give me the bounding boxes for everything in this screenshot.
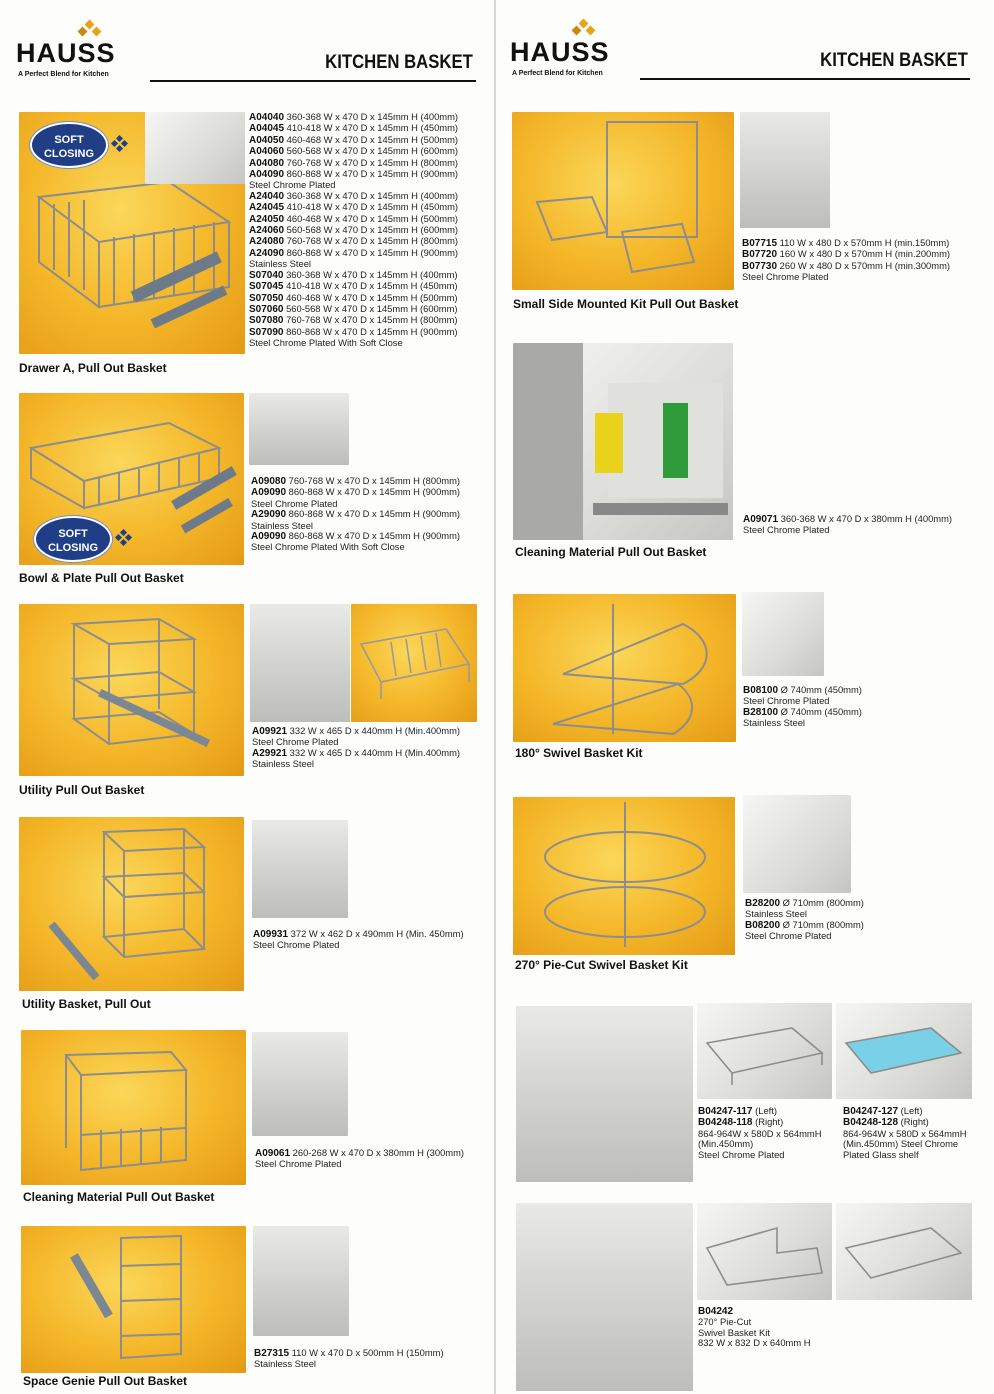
- spec-text: Stainless Steel: [745, 908, 808, 920]
- spec-line: [253, 940, 464, 950]
- spec-text: Stainless Steel: [252, 758, 315, 770]
- spec-line: [251, 542, 460, 552]
- product-code: A24045: [249, 202, 285, 214]
- product-photo-corner-unit: [516, 1006, 693, 1182]
- product-photo-pie-cut-basket-alt: [836, 1203, 972, 1300]
- product-code: B04248-118: [698, 1117, 753, 1129]
- spec-text: 360-368 W x 470 D x 145mm H (400mm): [284, 111, 459, 122]
- spec-line: [843, 1150, 967, 1160]
- product-code: A09921: [252, 726, 288, 737]
- spec-text: Steel Chrome Plated: [255, 1158, 342, 1170]
- product-code: B04247-127: [843, 1106, 899, 1117]
- spec-text: Steel Chrome Plated: [743, 695, 830, 707]
- product-photo-cleaning-installed: [252, 1032, 348, 1136]
- product-code: S07090: [249, 326, 284, 338]
- spec-text: Steel Chrome Plated With Soft Close: [249, 337, 403, 349]
- soft-closing-badge: SOFT CLOSING: [30, 122, 108, 168]
- spec-line: [698, 1150, 822, 1160]
- product-code: A04050: [249, 134, 285, 146]
- product-photo-utility-installed: [250, 604, 350, 722]
- product-photo-glass-shelf: [836, 1003, 972, 1099]
- product-code: A24090: [249, 247, 285, 259]
- product-photo-small-side-mounted: [512, 112, 734, 290]
- product-photo-cleaning-material-right: [513, 343, 733, 540]
- spec-list-270-pie-cut: [745, 898, 864, 942]
- product-code: B07715: [742, 238, 778, 249]
- product-code: A24050: [249, 213, 285, 225]
- product-code: B28100: [743, 706, 779, 718]
- spec-text: 460-468 W x 470 D x 145mm H (500mm): [283, 291, 458, 303]
- spec-text: Plated Glass shelf: [843, 1148, 919, 1160]
- spec-line: [742, 272, 950, 282]
- product-photo-180-swivel-installed: [742, 592, 824, 676]
- product-code: B04242: [698, 1306, 734, 1317]
- page-title-left: KITCHEN BASKET: [325, 52, 473, 73]
- spec-text: 260 W x 480 D x 570mm H (min.300mm): [777, 259, 950, 271]
- spec-list-cleaning-material: [255, 1148, 464, 1170]
- product-code: A04040: [249, 112, 285, 123]
- product-code: A09080: [251, 476, 287, 487]
- spec-text: Stainless Steel: [249, 258, 312, 270]
- product-photo-drawer-a-installed: [145, 112, 245, 184]
- spec-text: Steel Chrome Plated: [745, 930, 832, 942]
- spec-line: [743, 718, 862, 728]
- product-photo-small-side-installed: [740, 112, 830, 228]
- product-code: B04248-128: [843, 1117, 899, 1129]
- spec-text: Swivel Basket Kit: [698, 1326, 770, 1338]
- badge-diamonds-icon: [112, 136, 128, 152]
- spec-text: (Left): [898, 1105, 923, 1116]
- product-code: A04045: [249, 123, 285, 135]
- spec-text: 860-868 W x 470 D x 145mm H (900mm): [286, 530, 461, 542]
- spec-text: Stainless Steel: [254, 1358, 317, 1370]
- spec-text: Steel Chrome Plated: [252, 736, 339, 748]
- product-photo-space-genie-installed: [253, 1226, 349, 1336]
- product-code: A24060: [249, 225, 285, 237]
- spec-text: Steel Chrome Plated With Soft Close: [251, 541, 405, 553]
- product-code: A04090: [249, 169, 285, 181]
- spec-text: 560-568 W x 470 D x 145mm H (600mm): [283, 302, 458, 314]
- product-photo-chrome-shelf: [697, 1003, 832, 1099]
- caption-space-genie: Space Genie Pull Out Basket: [23, 1374, 188, 1388]
- spec-text: 760-768 W x 470 D x 145mm H (800mm): [284, 156, 459, 168]
- product-photo-space-genie: [21, 1226, 246, 1373]
- caption-drawer-a: Drawer A, Pull Out Basket: [19, 361, 167, 375]
- spec-text: 760-768 W x 470 D x 145mm H (800mm): [283, 314, 458, 326]
- spec-text: 560-568 W x 470 D x 145mm H (600mm): [284, 224, 459, 236]
- caption-180-swivel: 180° Swivel Basket Kit: [515, 746, 643, 760]
- product-code: A09090: [251, 531, 287, 543]
- spec-line: [249, 338, 458, 348]
- spec-text: 860-868 W x 470 D x 145mm H (900mm): [283, 325, 458, 337]
- brand-tagline: A Perfect Blend for Kitchen: [18, 71, 109, 78]
- spec-text: Steel Chrome Plated: [742, 271, 829, 283]
- product-code: B08100: [743, 685, 779, 696]
- spec-text: 460-468 W x 470 D x 145mm H (500mm): [284, 212, 459, 224]
- spec-text: 332 W x 465 D x 440mm H (Min.400mm): [287, 725, 460, 736]
- spec-list-space-genie: [254, 1348, 444, 1370]
- product-code: B27315: [254, 1348, 290, 1359]
- product-code: A29921: [252, 747, 288, 759]
- product-photo-270-pie-cut: [513, 797, 735, 955]
- caption-small-side-mounted: Small Side Mounted Kit Pull Out Basket: [513, 297, 739, 311]
- product-code: A09090: [251, 487, 287, 499]
- spec-text: 160 W x 480 D x 570mm H (min.200mm): [777, 248, 950, 260]
- spec-text: 410-418 W x 470 D x 145mm H (450mm): [284, 201, 459, 213]
- spec-list-utility-pull-out: [252, 726, 460, 770]
- product-code: A04060: [249, 146, 285, 158]
- spec-list-pie-cut-kit: [698, 1306, 811, 1349]
- spec-text: 460-468 W x 470 D x 145mm H (500mm): [284, 133, 459, 145]
- spec-line: [745, 931, 864, 941]
- product-code: B07720: [742, 249, 778, 261]
- spec-text: 560-568 W x 470 D x 145mm H (600mm): [284, 145, 459, 157]
- spec-text: (Left): [752, 1105, 777, 1116]
- spec-text: 832 W x 832 D x 640mm H: [698, 1337, 811, 1349]
- product-code: A09931: [253, 929, 289, 940]
- page-title-right: KITCHEN BASKET: [820, 50, 968, 71]
- brand-tagline: A Perfect Blend for Kitchen: [512, 70, 603, 77]
- spec-text: (Right): [752, 1116, 784, 1128]
- spec-text: 864-964W x 580D x 564mmH: [698, 1127, 822, 1139]
- spec-text: 360-368 W x 470 D x 380mm H (400mm): [778, 513, 953, 524]
- product-code: A24040: [249, 190, 285, 202]
- spec-text: 110 W x 470 D x 500mm H (150mm): [289, 1347, 444, 1358]
- spec-list-corner-chrome: [698, 1106, 822, 1160]
- spec-text: 372 W x 462 D x 490mm H (Min. 450mm): [288, 928, 464, 939]
- caption-bowl-plate: Bowl & Plate Pull Out Basket: [19, 571, 184, 585]
- product-photo-pie-cut-basket: [697, 1203, 832, 1300]
- soft-closing-badge: SOFT CLOSING: [34, 516, 112, 562]
- spec-list-utility-basket: [253, 929, 464, 951]
- badge-diamonds-icon: [116, 530, 132, 546]
- product-code: B04247-117: [698, 1106, 753, 1117]
- product-code: B07730: [742, 260, 778, 272]
- product-code: S07045: [249, 281, 284, 293]
- spec-line: [255, 1159, 464, 1169]
- spec-text: Ø 710mm (800mm): [780, 918, 864, 930]
- spec-text: Steel Chrome Plated: [251, 497, 338, 509]
- spec-line: [698, 1338, 811, 1348]
- spec-line: [252, 759, 460, 769]
- spec-text: Steel Chrome Plated: [249, 179, 336, 191]
- spec-text: Steel Chrome Plated: [698, 1148, 785, 1160]
- product-code: S07060: [249, 303, 284, 315]
- spec-text: Ø 740mm (450mm): [778, 684, 862, 695]
- spec-text: Steel Chrome Plated: [743, 524, 830, 536]
- spec-text: 360-368 W x 470 D x 145mm H (400mm): [283, 268, 458, 280]
- caption-cleaning-material: Cleaning Material Pull Out Basket: [23, 1190, 215, 1204]
- spec-text: 860-868 W x 470 D x 145mm H (900mm): [286, 486, 461, 498]
- header-rule-right: [640, 78, 970, 80]
- product-code: A04080: [249, 157, 285, 169]
- spec-text: Steel Chrome Plated: [253, 939, 340, 951]
- spec-text: Stainless Steel: [743, 717, 806, 729]
- spec-text: 860-868 W x 470 D x 145mm H (900mm): [284, 246, 459, 258]
- product-code: B08200: [745, 919, 781, 931]
- product-photo-270-pie-cut-installed: [743, 795, 851, 893]
- product-code: S07080: [249, 315, 284, 327]
- product-photo-180-swivel: [513, 594, 736, 742]
- spec-text: 270° Pie-Cut: [698, 1316, 752, 1328]
- caption-cleaning-material-right: Cleaning Material Pull Out Basket: [515, 545, 707, 559]
- spec-text: 860-868 W x 470 D x 145mm H (900mm): [286, 508, 461, 520]
- spec-text: (Min.450mm) Steel Chrome: [843, 1138, 959, 1150]
- spec-text: (Right): [898, 1116, 929, 1128]
- product-photo-pie-cut-cabinet: [516, 1203, 693, 1391]
- spec-list-drawer-a: [249, 112, 458, 349]
- spec-text: 864-964W x 580D x 564mmH: [843, 1127, 967, 1139]
- spec-text: Ø 740mm (450mm): [778, 705, 862, 717]
- product-photo-cleaning-material: [21, 1030, 246, 1185]
- spec-list-bowl-plate: [251, 476, 460, 553]
- product-code: A29090: [251, 509, 287, 521]
- spec-text: 410-418 W x 470 D x 145mm H (450mm): [283, 280, 458, 292]
- product-code: B28200: [745, 898, 781, 909]
- product-photo-bowl-plate-installed: [249, 393, 349, 465]
- spec-text: 860-868 W x 470 D x 145mm H (900mm): [284, 168, 459, 180]
- spec-text: 760-768 W x 470 D x 145mm H (800mm): [284, 235, 459, 247]
- product-photo-utility-rack: [351, 604, 477, 722]
- product-code: A24080: [249, 236, 285, 248]
- spec-list-corner-glass: [843, 1106, 967, 1160]
- product-photo-utility-basket-installed: [252, 820, 348, 918]
- spec-text: 360-368 W x 470 D x 145mm H (400mm): [284, 189, 459, 201]
- product-code: S07050: [249, 292, 284, 304]
- spec-text: 760-768 W x 470 D x 145mm H (800mm): [286, 475, 461, 486]
- spec-list-small-side-mounted: [742, 238, 950, 283]
- product-code: A09061: [255, 1148, 291, 1159]
- product-photo-utility-pull-out: [19, 604, 244, 776]
- spec-text: 410-418 W x 470 D x 145mm H (450mm): [284, 122, 459, 134]
- brand-name: HAUSS: [510, 37, 610, 67]
- product-photo-utility-basket: [19, 817, 244, 991]
- spec-list-cleaning-material-right: [743, 514, 952, 536]
- spec-list-180-swivel: [743, 685, 862, 729]
- spec-text: (Min.450mm): [698, 1138, 754, 1150]
- caption-utility-pull-out: Utility Pull Out Basket: [19, 783, 145, 797]
- page-fold: [494, 0, 496, 1394]
- header-rule-left: [150, 80, 476, 82]
- spec-text: 332 W x 465 D x 440mm H (Min.400mm): [287, 746, 460, 758]
- caption-270-pie-cut: 270° Pie-Cut Swivel Basket Kit: [515, 958, 688, 972]
- spec-line: [743, 525, 952, 535]
- spec-text: 260-268 W x 470 D x 380mm H (300mm): [290, 1147, 465, 1158]
- spec-text: Stainless Steel: [251, 519, 314, 531]
- spec-line: [254, 1359, 444, 1369]
- spec-text: 110 W x 480 D x 570mm H (min.150mm): [777, 237, 950, 248]
- spec-text: Ø 710mm (800mm): [780, 897, 864, 908]
- brand-name: HAUSS: [16, 38, 116, 68]
- product-code: A09071: [743, 514, 779, 525]
- product-code: S07040: [249, 269, 284, 281]
- caption-utility-basket: Utility Basket, Pull Out: [22, 997, 151, 1011]
